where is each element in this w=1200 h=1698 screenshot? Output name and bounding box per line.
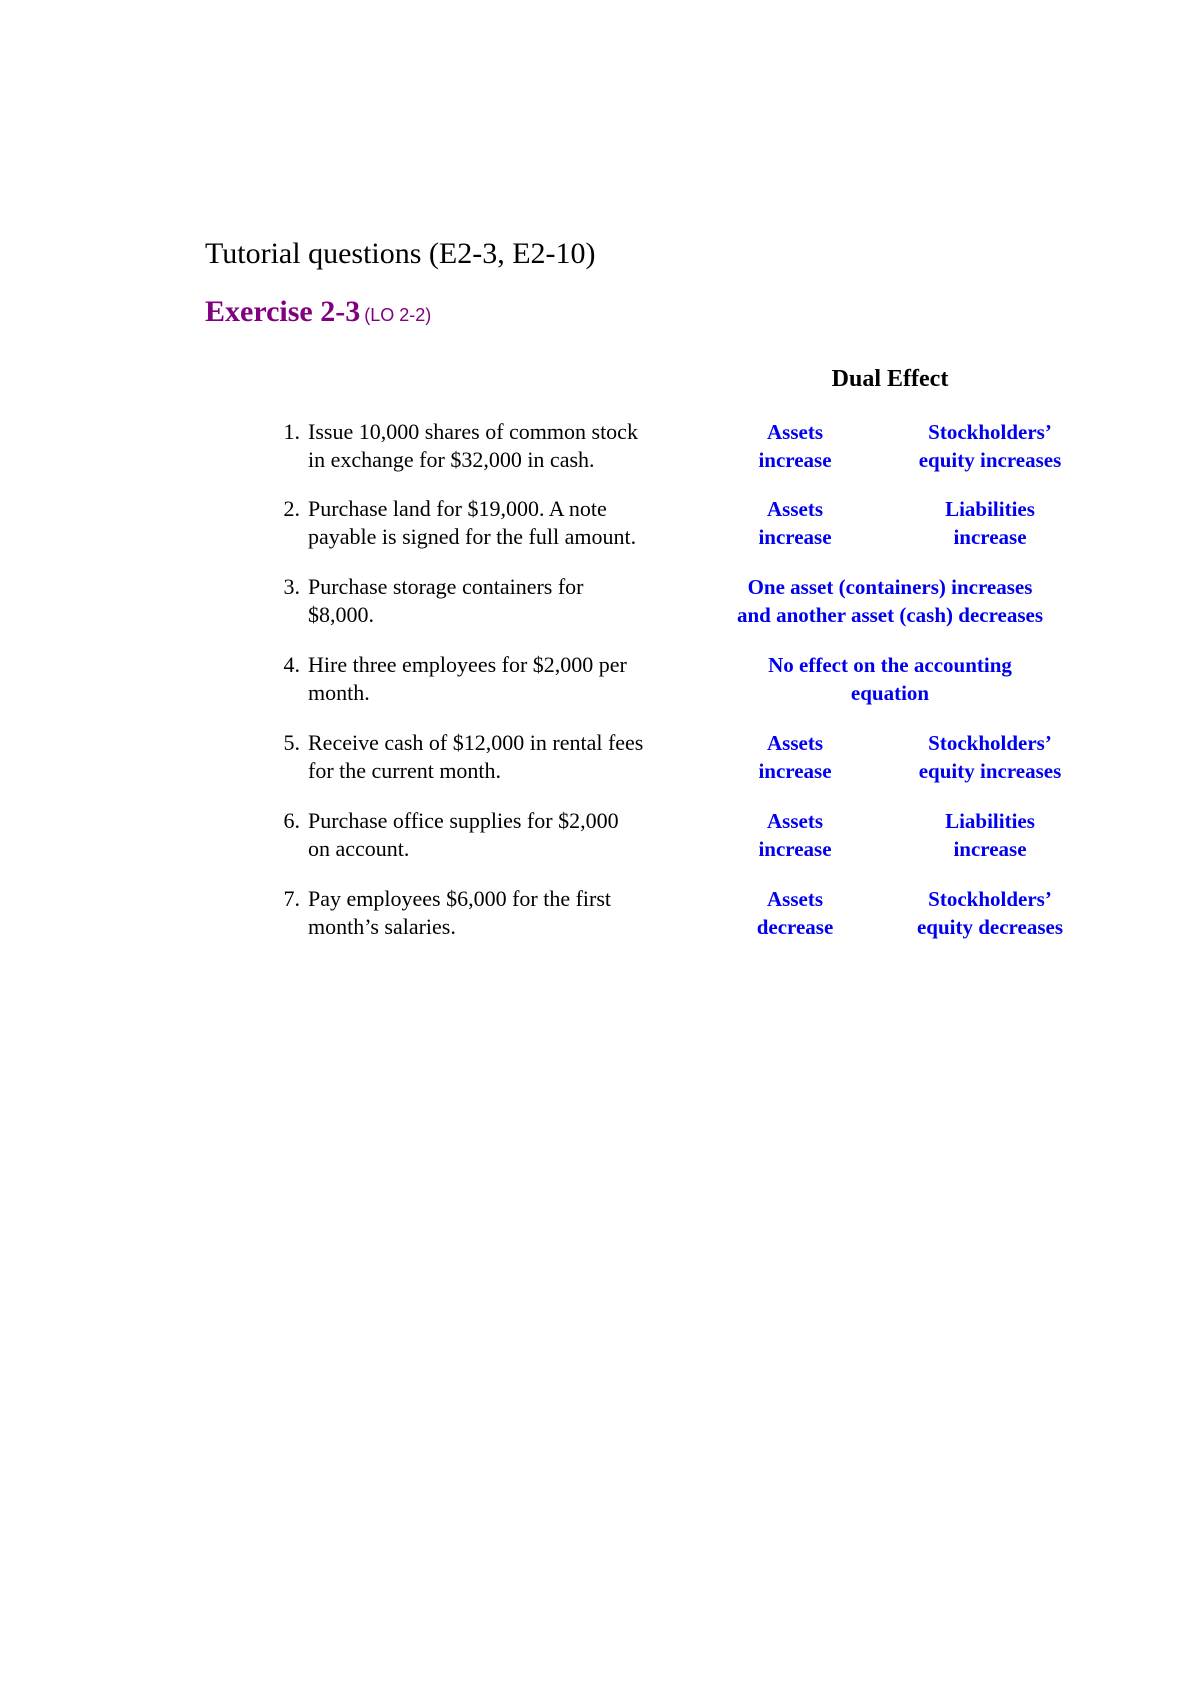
- item-number: 1.: [283, 419, 300, 444]
- effect-assets: Assets increase: [758, 809, 832, 861]
- item-number: 3.: [283, 574, 300, 599]
- item-description: Receive cash of $12,000 in rental fees for the current month.: [308, 730, 644, 783]
- exercise-heading: [205, 294, 431, 335]
- transaction-item: [0, 651, 1200, 707]
- item-number: 2.: [283, 496, 300, 521]
- effect-assets: Assets decrease: [756, 887, 834, 939]
- effect-combined: One asset (containers) increases and another asset (cash) decreases: [736, 575, 1044, 627]
- effect-equity: Stockholders’ equity increases: [918, 420, 1062, 472]
- item-description: Pay employees $6,000 for the first month’s salaries.: [308, 886, 612, 939]
- item-description: Issue 10,000 shares of common stock in exchange for $32,000 in cash.: [308, 419, 638, 472]
- learning-objective: (LO 2-2): [364, 305, 432, 325]
- page-title: Tutorial questions (E2-3, E2-10): [205, 237, 596, 270]
- item-number: 6.: [283, 808, 300, 833]
- effect-equity: Stockholders’ equity increases: [918, 731, 1062, 783]
- effect-liabilities: Liabilities increase: [945, 497, 1035, 549]
- transaction-item: [0, 807, 1200, 863]
- item-number: 5.: [283, 730, 300, 755]
- effect-assets: Assets increase: [758, 731, 832, 783]
- transaction-item: [0, 495, 1200, 551]
- effect-equity: Stockholders’ equity decreases: [916, 887, 1063, 939]
- effect-assets: Assets increase: [758, 497, 832, 549]
- item-number: 4.: [283, 652, 300, 677]
- effect-combined: No effect on the accounting equation: [768, 653, 1012, 705]
- effect-assets: Assets increase: [758, 420, 832, 472]
- exercise-label: Exercise 2: [205, 295, 336, 328]
- transaction-item: [0, 885, 1200, 941]
- effect-liabilities: Liabilities increase: [945, 809, 1035, 861]
- dual-effect-header: Dual Effect: [831, 366, 949, 392]
- item-description: Purchase office supplies for $2,000 on account.: [308, 808, 619, 861]
- exercise-number: -3: [335, 295, 361, 328]
- item-number: 7.: [283, 886, 300, 911]
- transaction-item: [0, 418, 1200, 474]
- item-description: Purchase storage containers for $8,000.: [308, 574, 584, 627]
- item-description: Hire three employees for $2,000 per month.: [308, 652, 627, 705]
- item-description: Purchase land for $19,000. A note payable is signed for the full amount.: [308, 496, 637, 549]
- transaction-item: [0, 573, 1200, 629]
- transaction-item: [0, 729, 1200, 785]
